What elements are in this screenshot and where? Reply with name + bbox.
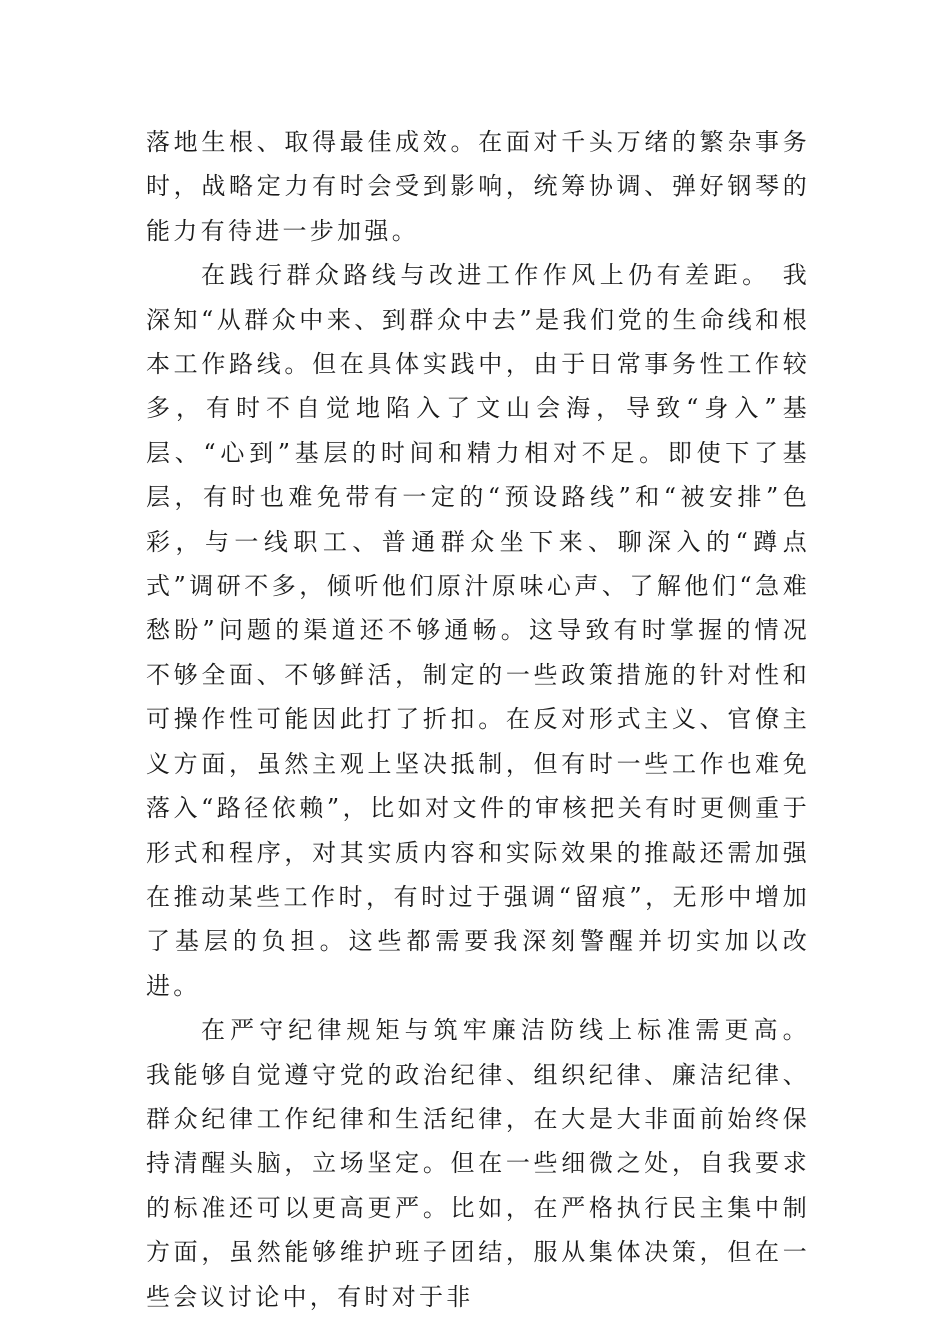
paragraph-mass-line: 在践行群众路线与改进工作作风上仍有差距。 我深知“从群众中来、到群众中去”是我们党的生命线和根本工作路线。但在具体实践中，由于日常事务性工作较多，有时不自觉地陷入了文山会海，导致“身入”基层、“心到”基层的时间和精力相对不足。即使下了基层，有时也难免带有一定的“预设路线”和“被安排”色彩，与一线职工、普通群众坐下来、聊深入的“蹲点式”调研不多，倾听他们原汁原味心声、了解他们“急难愁盼”问题的渠道还不够通畅。这导致有时掌握的情况不够全面、不够鲜活，制定的一些政策措施的针对性和可操作性可能因此打了折扣。在反对形式主义、官僚主义方面，虽然主观上坚决抵制，但有时一些工作也难免落入“路径依赖”，比如对文件的审核把关有时更侧重于形式和程序，对其实质内容和实际效果的推敲还需加强在推动某些工作时，有时过于强调“留痕”，无形中增加了基层的负担。这些都需要我深刻警醒并切实加以改进。 <box>146 261 810 1000</box>
document-body <box>146 120 810 1319</box>
paragraph-continuation: 落地生根、取得最佳成效。在面对千头万绪的繁杂事务时，战略定力有时会受到影响，统筹协调、弹好钢琴的能力有待进一步加强。 <box>146 128 810 245</box>
paragraph-discipline: 在严守纪律规矩与筑牢廉洁防线上标准需更高。 我能够自觉遵守党的政治纪律、组织纪律、廉洁纪律、群众纪律工作纪律和生活纪律，在大是大非面前始终保持清醒头脑，立场坚定。但在一些细微之处，自我要求的标准还可以更高更严。比如，在严格执行民主集中制方面，虽然能够维护班子团结，服从集体决策，但在一些会议讨论中，有时对于非 <box>146 1016 810 1311</box>
